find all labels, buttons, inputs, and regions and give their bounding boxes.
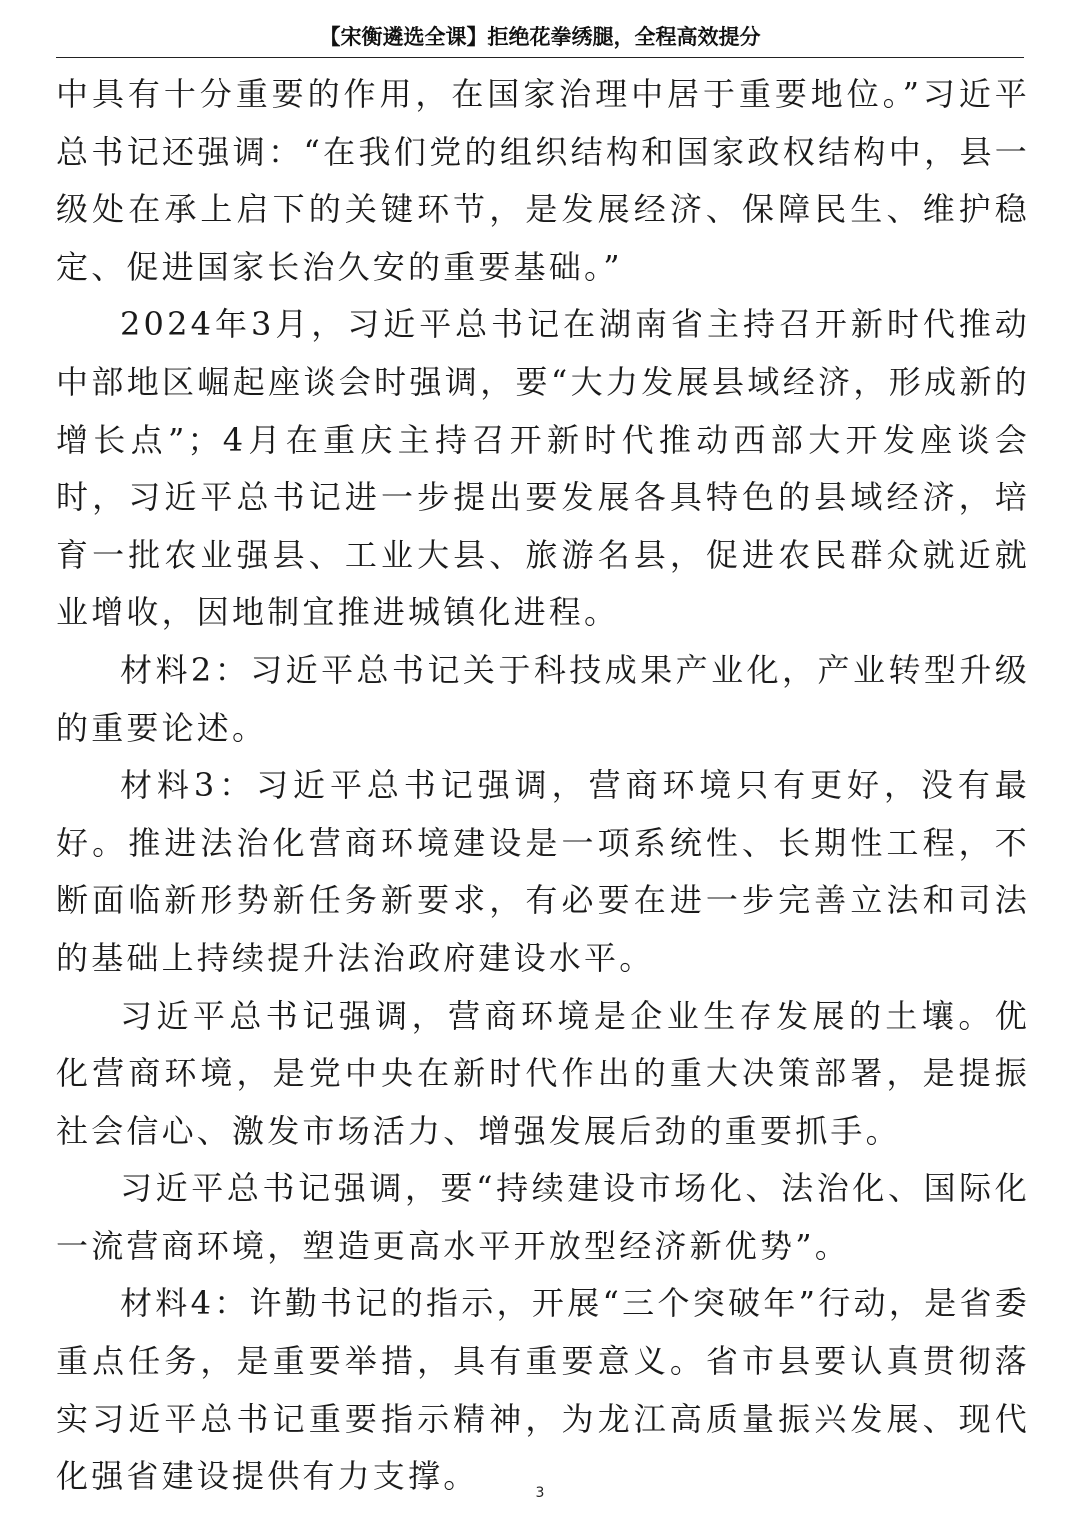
paragraph-material-2: 材料2：习近平总书记关于科技成果产业化，产业转型升级的重要论述。	[56, 650, 1030, 747]
document-body	[56, 66, 1030, 1506]
page-number: 3	[535, 1485, 545, 1501]
paragraph-county-economy: 2024年3月，习近平总书记在湖南省主持召开新时代推动中部地区崛起座谈会时强调，要“大力发展县域经济，形成新的增长点”；4月在重庆主持召开新时代推动西部大开发座谈会时，习近平总书记进一步提出要发展各具特色的县域经济，培育一批农业强县、工业大县、旅游名县，促进农民群众就近就业增收，因地制宜推进城镇化进程。	[56, 305, 1030, 632]
page-header: 【宋衡遴选全课】拒绝花拳绣腿，全程高效提分	[319, 25, 761, 49]
paragraph-business-environment: 习近平总书记强调，营商环境是企业生存发展的土壤。优化营商环境，是党中央在新时代作出的重大决策部署，是提振社会信心、激发市场活力、增强发展后劲的重要抓手。	[56, 996, 1030, 1150]
header-divider	[56, 57, 1024, 58]
paragraph-continuation: 中具有十分重要的作用，在国家治理中居于重要地位。”习近平总书记还强调：“在我们党的组织结构和国家政权结构中，县一级处在承上启下的关键环节，是发展经济、保障民生、维护稳定、促进国家长治久安的重要基础。”	[56, 75, 1030, 286]
paragraph-material-4: 材料4：许勤书记的指示，开展“三个突破年”行动，是省委重点任务，是重要举措，具有重要意义。省市县要认真贯彻落实习近平总书记重要指示精神，为龙江高质量振兴发展、现代化强省建设提供有力支撑。	[56, 1284, 1030, 1496]
paragraph-material-3: 材料3：习近平总书记强调，营商环境只有更好，没有最好。推进法治化营商环境建设是一项系统性、长期性工程，不断面临新形势新任务新要求，有必要在进一步完善立法和司法的基础上持续提升法治政府建设水平。	[56, 766, 1030, 977]
paragraph-world-class-environment: 习近平总书记强调，要“持续建设市场化、法治化、国际化一流营商环境，塑造更高水平开放型经济新优势”。	[56, 1169, 1030, 1265]
